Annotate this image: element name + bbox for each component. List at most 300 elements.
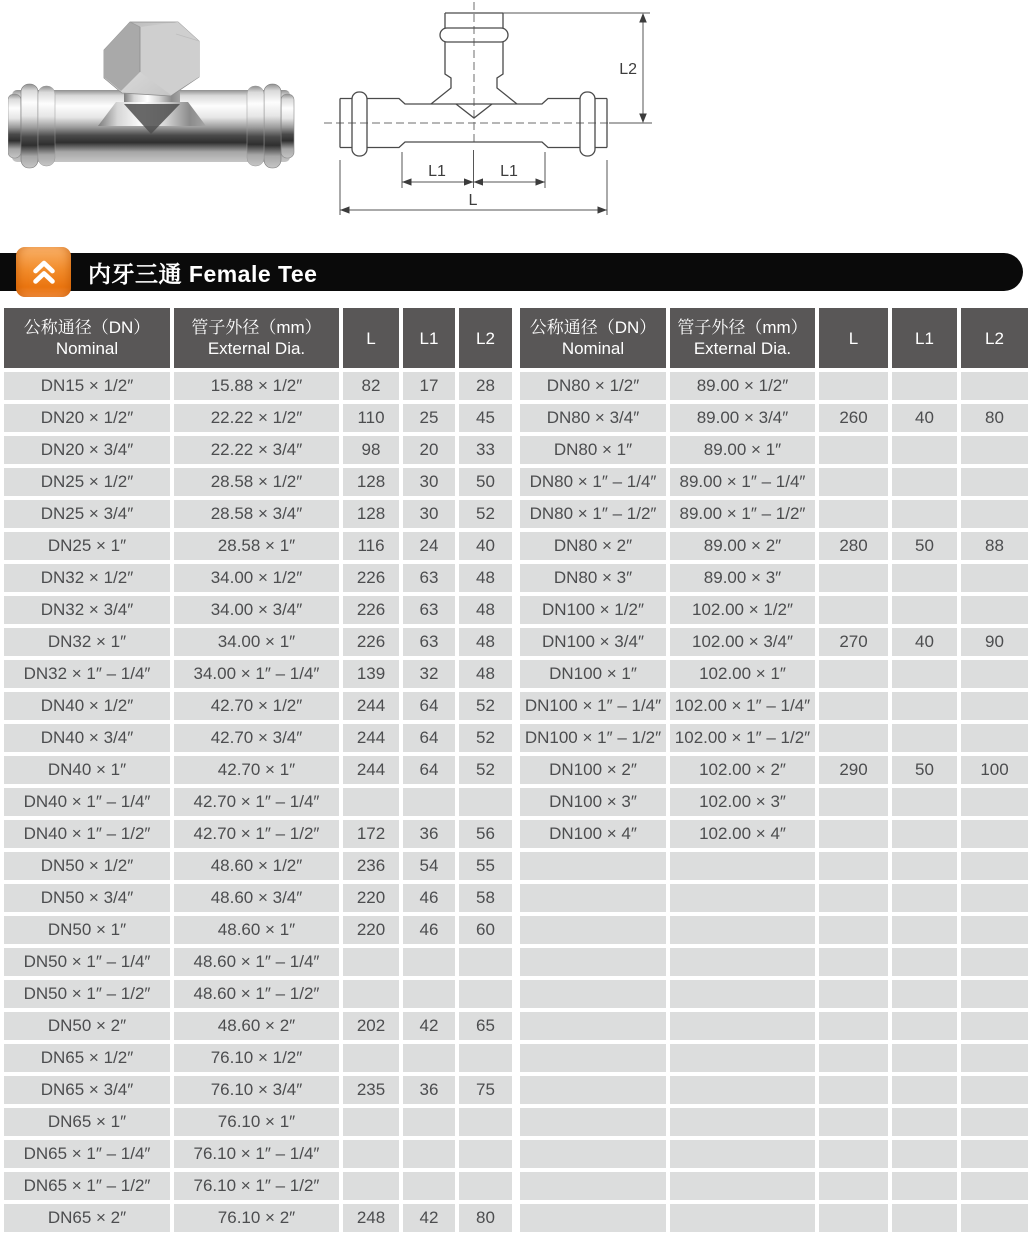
table-row	[4, 1108, 512, 1136]
table-cell	[819, 1044, 888, 1072]
double-chevron-up-icon	[29, 257, 59, 287]
spec-tables	[0, 304, 1032, 1236]
table-row	[520, 756, 1028, 784]
table-cell	[343, 948, 399, 976]
table-cell: 40	[892, 628, 957, 656]
table-cell: 34.00 × 1″ – 1/4″	[174, 660, 339, 688]
table-cell: 280	[819, 532, 888, 560]
table-cell: 172	[343, 820, 399, 848]
table-cell: DN40 × 1″	[4, 756, 170, 784]
table-row	[520, 596, 1028, 624]
header-external-dia	[670, 308, 815, 368]
table-cell: 116	[343, 532, 399, 560]
table-cell	[819, 564, 888, 592]
table-cell	[819, 884, 888, 912]
table-cell: 24	[403, 532, 455, 560]
table-cell	[819, 500, 888, 528]
table-cell: 17	[403, 372, 455, 400]
table-cell	[892, 884, 957, 912]
table-cell	[892, 1204, 957, 1232]
table-cell: 42.70 × 1/2″	[174, 692, 339, 720]
table-cell: 42.70 × 1″	[174, 756, 339, 784]
table-cell	[961, 852, 1028, 880]
table-cell: 89.00 × 1″ – 1/2″	[670, 500, 815, 528]
table-cell	[961, 692, 1028, 720]
table-cell: 226	[343, 596, 399, 624]
header-external-dia-cn: 管子外径（mm）	[191, 318, 322, 337]
table-cell: 80	[961, 404, 1028, 432]
table-cell: DN80 × 3/4″	[520, 404, 666, 432]
table-cell: 244	[343, 756, 399, 784]
table-cell: 89.00 × 1″ – 1/4″	[670, 468, 815, 496]
table-cell: DN80 × 2″	[520, 532, 666, 560]
table-cell: DN32 × 1″	[4, 628, 170, 656]
table-cell: 50	[892, 532, 957, 560]
table-cell	[670, 1108, 815, 1136]
table-cell: 102.00 × 1″ – 1/2″	[670, 724, 815, 752]
table-row	[520, 468, 1028, 496]
table-cell: 58	[459, 884, 512, 912]
table-cell	[961, 1076, 1028, 1104]
header-nominal-cn: 公称通径（DN）	[529, 318, 657, 337]
table-cell	[819, 788, 888, 816]
table-cell: 48.60 × 3/4″	[174, 884, 339, 912]
table-row	[4, 1076, 512, 1104]
table-cell	[961, 1140, 1028, 1168]
table-cell: 28.58 × 1/2″	[174, 468, 339, 496]
table-row	[520, 532, 1028, 560]
table-cell: 226	[343, 628, 399, 656]
table-cell: DN40 × 1/2″	[4, 692, 170, 720]
technical-drawing	[300, 0, 680, 232]
table-cell: DN80 × 1/2″	[520, 372, 666, 400]
table-cell	[459, 980, 512, 1008]
table-cell	[403, 1172, 455, 1200]
table-row	[4, 532, 512, 560]
table-cell	[520, 1140, 666, 1168]
table-cell: 63	[403, 596, 455, 624]
table-row	[4, 1012, 512, 1040]
table-cell	[403, 1044, 455, 1072]
table-cell	[670, 1140, 815, 1168]
table-row	[520, 1108, 1028, 1136]
table-cell: 28	[459, 372, 512, 400]
table-cell: DN32 × 3/4″	[4, 596, 170, 624]
table-cell: 139	[343, 660, 399, 688]
table-cell	[343, 1108, 399, 1136]
table-cell	[892, 692, 957, 720]
table-row	[520, 692, 1028, 720]
table-row	[4, 564, 512, 592]
table-row	[4, 500, 512, 528]
table-cell	[961, 468, 1028, 496]
header-external-dia-cn: 管子外径（mm）	[677, 318, 808, 337]
section-badge	[16, 247, 71, 297]
table-row	[4, 1140, 512, 1168]
spec-table-right	[516, 304, 1032, 1236]
table-cell: 48	[459, 660, 512, 688]
table-cell: 89.00 × 2″	[670, 532, 815, 560]
table-row	[520, 564, 1028, 592]
table-cell	[819, 692, 888, 720]
table-cell: DN100 × 1/2″	[520, 596, 666, 624]
table-cell	[819, 468, 888, 496]
table-cell: 226	[343, 564, 399, 592]
table-cell	[670, 852, 815, 880]
table-row	[4, 980, 512, 1008]
table-cell	[670, 1076, 815, 1104]
table-cell	[892, 916, 957, 944]
tee-fitting-photo	[8, 4, 296, 172]
table-cell: 76.10 × 1″ – 1/2″	[174, 1172, 339, 1200]
table-cell	[343, 1140, 399, 1168]
table-cell: DN65 × 1″ – 1/4″	[4, 1140, 170, 1168]
table-cell	[403, 1108, 455, 1136]
table-cell: 76.10 × 1″	[174, 1108, 339, 1136]
table-cell	[892, 852, 957, 880]
table-cell	[459, 1044, 512, 1072]
table-cell	[670, 1044, 815, 1072]
table-cell	[343, 1172, 399, 1200]
table-row	[520, 788, 1028, 816]
table-cell	[670, 1012, 815, 1040]
table-cell: 22.22 × 3/4″	[174, 436, 339, 464]
table-cell	[961, 724, 1028, 752]
table-cell	[819, 948, 888, 976]
table-cell: 48.60 × 2″	[174, 1012, 339, 1040]
table-cell: 25	[403, 404, 455, 432]
table-cell: DN25 × 1″	[4, 532, 170, 560]
table-cell: 90	[961, 628, 1028, 656]
table-cell: 32	[403, 660, 455, 688]
table-cell	[670, 1204, 815, 1232]
table-cell	[892, 980, 957, 1008]
table-cell	[892, 660, 957, 688]
page-title: 内牙三通 Female Tee	[88, 260, 318, 287]
table-row	[520, 1044, 1028, 1072]
table-cell	[819, 1076, 888, 1104]
table-cell	[961, 820, 1028, 848]
table-cell	[961, 916, 1028, 944]
table-cell: DN50 × 3/4″	[4, 884, 170, 912]
table-cell: 220	[343, 884, 399, 912]
table-cell: 102.00 × 4″	[670, 820, 815, 848]
table-cell: DN100 × 3/4″	[520, 628, 666, 656]
table-cell	[343, 980, 399, 1008]
table-cell: 50	[892, 756, 957, 784]
table-cell: DN32 × 1/2″	[4, 564, 170, 592]
table-cell	[961, 788, 1028, 816]
table-cell: 42	[403, 1204, 455, 1232]
table-cell: 42.70 × 1″ – 1/2″	[174, 820, 339, 848]
table-row	[4, 724, 512, 752]
table-cell	[819, 1012, 888, 1040]
table-cell	[819, 372, 888, 400]
table-cell: 76.10 × 1/2″	[174, 1044, 339, 1072]
table-row	[520, 628, 1028, 656]
table-cell: DN25 × 3/4″	[4, 500, 170, 528]
table-cell: 248	[343, 1204, 399, 1232]
table-cell: 15.88 × 1/2″	[174, 372, 339, 400]
header-external-dia	[174, 308, 339, 368]
table-cell: 34.00 × 1/2″	[174, 564, 339, 592]
table-cell	[403, 980, 455, 1008]
table-cell: 244	[343, 724, 399, 752]
table-cell	[961, 1044, 1028, 1072]
table-row	[4, 372, 512, 400]
dim-label-l2: L2	[619, 61, 637, 78]
table-cell: 102.00 × 2″	[670, 756, 815, 784]
table-cell: 42	[403, 1012, 455, 1040]
table-cell	[961, 596, 1028, 624]
table-cell	[520, 852, 666, 880]
table-cell	[819, 1140, 888, 1168]
table-cell: 128	[343, 468, 399, 496]
table-cell: 40	[892, 404, 957, 432]
table-row	[4, 884, 512, 912]
table-cell	[961, 564, 1028, 592]
table-row	[520, 404, 1028, 432]
table-cell: 89.00 × 3/4″	[670, 404, 815, 432]
table-cell: 48	[459, 596, 512, 624]
table-cell: 46	[403, 916, 455, 944]
table-cell: 28.58 × 3/4″	[174, 500, 339, 528]
table-row	[520, 372, 1028, 400]
header-row	[4, 308, 512, 368]
table-cell: 33	[459, 436, 512, 464]
table-cell	[459, 948, 512, 976]
table-cell: 46	[403, 884, 455, 912]
table-row	[4, 1172, 512, 1200]
table-cell	[892, 564, 957, 592]
table-cell: DN50 × 2″	[4, 1012, 170, 1040]
table-cell: 235	[343, 1076, 399, 1104]
table-cell: 76.10 × 2″	[174, 1204, 339, 1232]
table-cell	[520, 1172, 666, 1200]
table-cell: 48	[459, 628, 512, 656]
table-row	[520, 436, 1028, 464]
table-cell	[961, 948, 1028, 976]
table-cell	[819, 852, 888, 880]
table-cell: DN50 × 1″ – 1/4″	[4, 948, 170, 976]
table-row	[4, 916, 512, 944]
table-row	[4, 436, 512, 464]
table-cell	[892, 1172, 957, 1200]
table-cell: 236	[343, 852, 399, 880]
table-cell	[670, 980, 815, 1008]
table-cell: 290	[819, 756, 888, 784]
table-cell	[459, 788, 512, 816]
table-row	[4, 852, 512, 880]
table-row	[4, 1044, 512, 1072]
table-cell: 60	[459, 916, 512, 944]
table-cell	[819, 660, 888, 688]
table-cell	[520, 884, 666, 912]
header-l: L	[343, 308, 399, 368]
table-cell: DN100 × 1″ – 1/4″	[520, 692, 666, 720]
table-row	[520, 1172, 1028, 1200]
table-cell	[819, 1172, 888, 1200]
table-cell: DN15 × 1/2″	[4, 372, 170, 400]
table-cell: 88	[961, 532, 1028, 560]
table-cell: 48	[459, 564, 512, 592]
product-photo	[8, 4, 296, 172]
table-cell: 36	[403, 1076, 455, 1104]
table-cell	[892, 500, 957, 528]
table-cell: 36	[403, 820, 455, 848]
table-cell	[459, 1172, 512, 1200]
table-cell: DN100 × 4″	[520, 820, 666, 848]
table-row	[520, 1140, 1028, 1168]
table-cell: DN20 × 1/2″	[4, 404, 170, 432]
table-cell	[520, 1044, 666, 1072]
table-row	[520, 1012, 1028, 1040]
table-cell: DN40 × 3/4″	[4, 724, 170, 752]
table-cell: DN65 × 1/2″	[4, 1044, 170, 1072]
dim-label-l1-right: L1	[500, 163, 518, 180]
table-cell	[892, 1076, 957, 1104]
table-cell: DN80 × 1″	[520, 436, 666, 464]
table-cell: 20	[403, 436, 455, 464]
table-cell	[459, 1108, 512, 1136]
table-cell	[819, 916, 888, 944]
table-cell: 80	[459, 1204, 512, 1232]
table-cell: 270	[819, 628, 888, 656]
table-cell	[892, 1140, 957, 1168]
table-cell: 50	[459, 468, 512, 496]
table-cell: 63	[403, 564, 455, 592]
table-cell: 76.10 × 3/4″	[174, 1076, 339, 1104]
header-row	[520, 308, 1028, 368]
table-cell: DN65 × 2″	[4, 1204, 170, 1232]
table-cell: 76.10 × 1″ – 1/4″	[174, 1140, 339, 1168]
table-cell	[403, 1140, 455, 1168]
table-cell	[892, 596, 957, 624]
table-cell	[892, 820, 957, 848]
table-cell: DN40 × 1″ – 1/2″	[4, 820, 170, 848]
table-row	[520, 724, 1028, 752]
table-cell	[961, 1204, 1028, 1232]
table-cell	[892, 372, 957, 400]
table-cell: 34.00 × 3/4″	[174, 596, 339, 624]
table-cell	[819, 436, 888, 464]
table-cell: DN50 × 1″	[4, 916, 170, 944]
table-cell	[892, 436, 957, 464]
table-cell: 98	[343, 436, 399, 464]
table-cell: DN65 × 1″ – 1/2″	[4, 1172, 170, 1200]
table-cell: 102.00 × 1″ – 1/4″	[670, 692, 815, 720]
header-l1: L1	[892, 308, 957, 368]
table-cell: 64	[403, 756, 455, 784]
header-l1: L1	[403, 308, 455, 368]
table-cell	[892, 1044, 957, 1072]
table-cell: 128	[343, 500, 399, 528]
table-cell: DN80 × 1″ – 1/2″	[520, 500, 666, 528]
dim-label-l1-left: L1	[428, 163, 446, 180]
table-cell: 48.60 × 1″ – 1/2″	[174, 980, 339, 1008]
table-cell: DN40 × 1″ – 1/4″	[4, 788, 170, 816]
table-row	[520, 980, 1028, 1008]
table-cell: 64	[403, 724, 455, 752]
table-row	[4, 628, 512, 656]
table-cell: 102.00 × 3″	[670, 788, 815, 816]
table-row	[4, 1204, 512, 1232]
header-nominal	[4, 308, 170, 368]
table-row	[520, 948, 1028, 976]
table-cell: 48.60 × 1/2″	[174, 852, 339, 880]
table-cell	[343, 1044, 399, 1072]
table-row	[4, 692, 512, 720]
table-cell: 65	[459, 1012, 512, 1040]
table-row	[520, 852, 1028, 880]
table-cell: 28.58 × 1″	[174, 532, 339, 560]
table-row	[4, 404, 512, 432]
table-cell: DN80 × 1″ – 1/4″	[520, 468, 666, 496]
table-cell: 56	[459, 820, 512, 848]
table-cell	[403, 788, 455, 816]
table-cell	[892, 788, 957, 816]
header-external-dia-en: External Dia.	[693, 339, 792, 358]
table-cell: 102.00 × 1/2″	[670, 596, 815, 624]
table-cell	[961, 980, 1028, 1008]
table-cell	[520, 948, 666, 976]
table-cell	[961, 1172, 1028, 1200]
table-cell: DN50 × 1/2″	[4, 852, 170, 880]
table-cell	[819, 596, 888, 624]
dim-label-l: L	[468, 192, 478, 209]
header-external-dia-en: External Dia.	[207, 339, 306, 358]
table-cell: 110	[343, 404, 399, 432]
table-cell: 30	[403, 468, 455, 496]
table-cell: 52	[459, 724, 512, 752]
table-cell	[403, 948, 455, 976]
table-cell	[670, 948, 815, 976]
table-cell: DN25 × 1/2″	[4, 468, 170, 496]
table-row	[520, 916, 1028, 944]
table-row	[4, 596, 512, 624]
table-cell	[520, 1108, 666, 1136]
table-cell	[961, 884, 1028, 912]
table-cell: 42.70 × 1″ – 1/4″	[174, 788, 339, 816]
table-row	[520, 884, 1028, 912]
table-row	[4, 788, 512, 816]
table-cell	[520, 980, 666, 1008]
table-row	[520, 660, 1028, 688]
table-cell	[961, 1012, 1028, 1040]
table-cell	[961, 660, 1028, 688]
table-cell: 260	[819, 404, 888, 432]
table-cell: 52	[459, 692, 512, 720]
table-cell: DN32 × 1″ – 1/4″	[4, 660, 170, 688]
table-cell	[892, 1108, 957, 1136]
table-cell: 55	[459, 852, 512, 880]
table-cell	[670, 916, 815, 944]
table-cell: 102.00 × 1″	[670, 660, 815, 688]
table-cell: DN80 × 3″	[520, 564, 666, 592]
table-cell: 202	[343, 1012, 399, 1040]
table-cell	[670, 884, 815, 912]
table-cell	[961, 436, 1028, 464]
table-cell	[819, 724, 888, 752]
table-cell: 102.00 × 3/4″	[670, 628, 815, 656]
table-cell: 64	[403, 692, 455, 720]
table-cell: DN100 × 1″	[520, 660, 666, 688]
header-nominal-en: Nominal	[55, 339, 119, 358]
table-cell: 89.00 × 3″	[670, 564, 815, 592]
table-cell	[892, 724, 957, 752]
table-cell: 45	[459, 404, 512, 432]
header-nominal-cn: 公称通径（DN）	[23, 318, 151, 337]
